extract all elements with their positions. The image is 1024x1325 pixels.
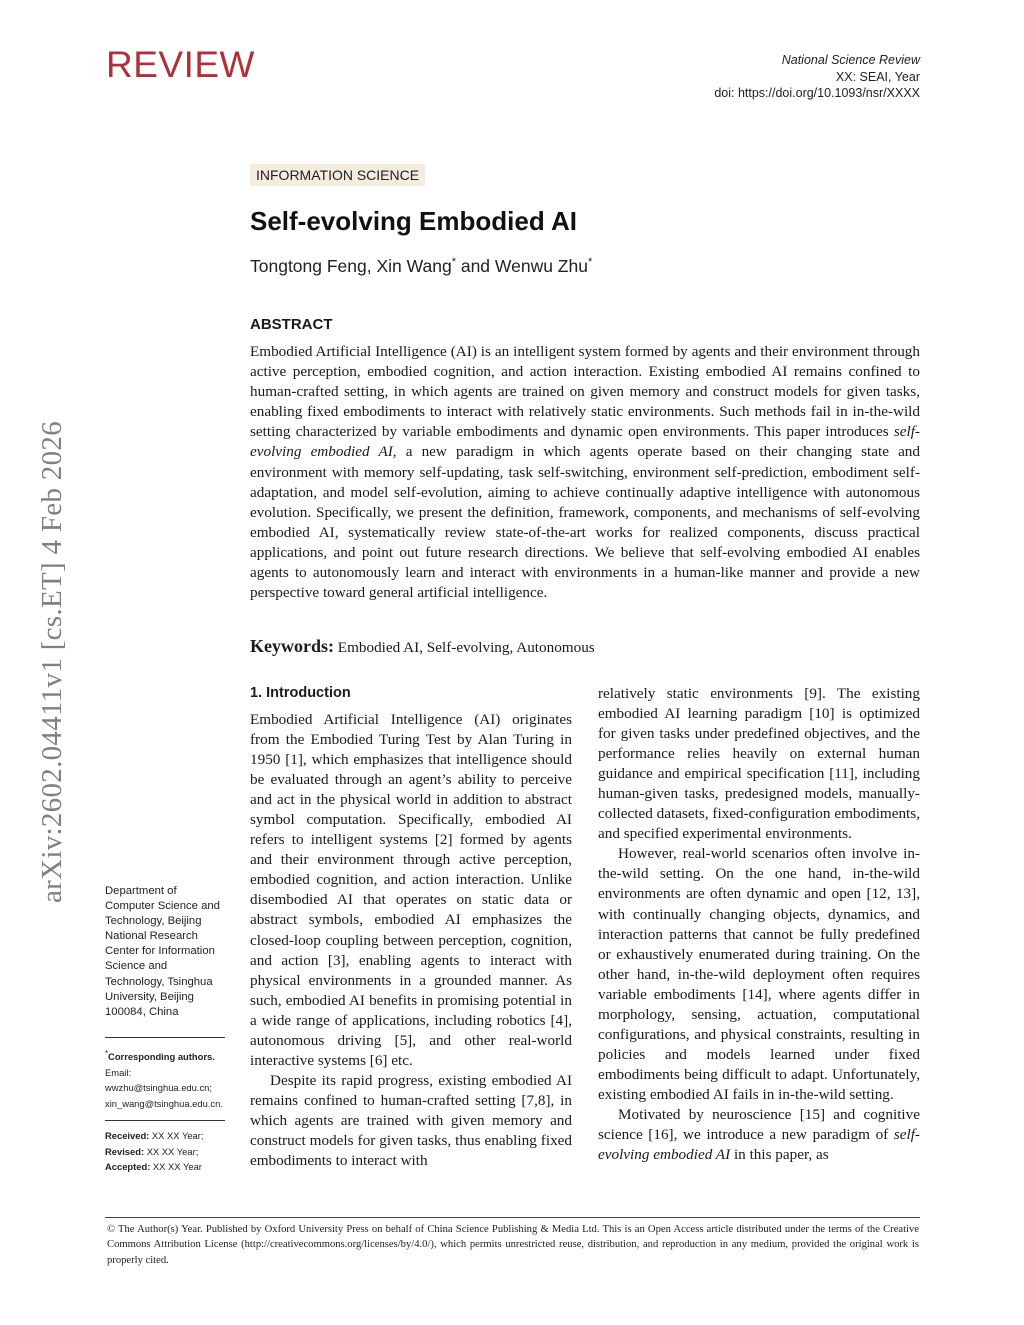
- email-1[interactable]: wwzhu@tsinghua.edu.cn;: [105, 1082, 212, 1094]
- keywords-values: Embodied AI, Self-evolving, Autonomous: [337, 639, 595, 656]
- margin-divider: [105, 1120, 225, 1121]
- footer-divider: [105, 1217, 920, 1218]
- abstract-emphasis: self-evolving embodied AI: [250, 423, 920, 461]
- intro-paragraph-4: [598, 1105, 920, 1165]
- section-tag: INFORMATION SCIENCE: [250, 164, 425, 186]
- introduction-heading: 1. Introduction: [250, 685, 351, 701]
- left-column: [250, 710, 572, 1171]
- authors-part1: Tongtong Feng, Xin Wang: [250, 256, 452, 276]
- intro-p4-part-2: in this paper, as: [730, 1146, 829, 1164]
- received-value: XX XX Year;: [149, 1130, 204, 1141]
- keywords-line: [250, 636, 595, 657]
- corresponding-mark-1: *: [451, 256, 456, 269]
- abstract-part-2: , a new paradigm in which agents operate based on their changing state and environment with memory self-updating, task self-switching, environment self-prediction, embodiment self-adaptation, and model self-evolution, aiming to achieve continually adaptive intelligence with autonomous evolution. Specifically, we present the definition, framework, components, and mechanisms of self-evolving embodied AI, systematically review state-of-the-art works for realized components, discuss practical applications, and point out future research directions. We believe that self-evolving embodied AI enables agents to autonomously learn and interact with environments in a human-like manner and provide a new perspective toward general artificial intelligence.: [250, 443, 920, 602]
- intro-paragraph-3: However, real-world scenarios often involve in-the-wild setting. On the one hand, in-the-wild environments are often dynamic and open [12, 13], with continually changing objects, dynamics, and interaction patterns that cannot be fully predefined or exhaustively enumerated during training. On the other hand, in-the-wild deployment often requires variable embodiments [14], where agents differ in morphology, sensing, actuation, computational configurations, and physical constraints, resulting in policies and models learned under fixed embodiments being difficult to adapt. Unfortunately, existing embodied AI fails in in-the-wild setting.: [598, 845, 920, 1103]
- revised-label: Revised:: [105, 1145, 145, 1157]
- accepted-value: XX XX Year: [150, 1161, 202, 1172]
- license-footer: © The Author(s) Year. Published by Oxford University Press on behalf of China Science Publishing & Media Ltd. This is an Open Access article distributed under the terms of the Creative Commons Attribution License (http://creativecommons.org/licenses/by/4.0/), which permits unrestricted reuse, distribution, and reproduction in any medium, provided the original work is properly cited.: [107, 1224, 919, 1266]
- journal-info: [714, 52, 920, 102]
- intro-paragraph-1: Embodied Artificial Intelligence (AI) originates from the Embodied Turing Test by Alan Turing in 1950 [1], which emphasizes that intelligence should be evaluated through an agent’s ability to perceive and act in the physical world in addition to abstract symbol computation. Specifically, embodied AI refers to intelligent systems [2] formed by agents and their environment through active perception, embodied cognition, and action interaction. Unlike disembodied AI that operates on static data or abstract symbols, embodied AI emphasizes the closed-loop coupling between perception, cognition, and action [3], enabling agents to interact with physical environments in a grounded manner. As such, embodied AI benefits in promising potential in a wide range of applications, including robotics [4], autonomous driving [5], and other real-world interactive systems [6] etc.: [250, 711, 572, 1069]
- intro-paragraph-2: Despite its rapid progress, existing embodied AI remains confined to human-crafted setting [7,8], in which agents are trained with given memory and construct models for given tasks, thus enabling fixed embodiments to interact with: [250, 1071, 572, 1170]
- abstract-part-1: Embodied Artificial Intelligence (AI) is an intelligent system formed by agents and their environment through active perception, embodied cognition, and action interaction. Existing embodied AI remains confined to human-crafted setting, in which agents are trained on given memory and construct models for given tasks, enabling fixed embodiments to interact with relatively static environments. Such methods fail in in-the-wild setting characterized by variable embodiments and dynamic open environments. This paper introduces: [250, 343, 920, 441]
- journal-issue: XX: SEAI, Year: [835, 69, 920, 84]
- corresponding-mark-2: *: [587, 256, 593, 269]
- received-label: Received:: [105, 1130, 150, 1141]
- journal-name: National Science Review: [781, 53, 920, 67]
- intro-p4-part-1: Motivated by neuroscience [15] and cognitive science [16], we introduce a new paradigm of: [598, 1105, 920, 1144]
- review-label: REVIEW: [106, 44, 255, 85]
- arxiv-identifier: arXiv:2602.04411v1 [cs.ET] 4 Feb 2026: [36, 421, 68, 904]
- margin-divider: [105, 1037, 225, 1038]
- dates-note: [105, 1128, 230, 1175]
- affiliation-note: Department of Computer Science and Technology, Beijing National Research Center for Information Science and Technology, Tsinghua University, Beijing 100084, China: [105, 885, 220, 1018]
- received-line: [105, 1128, 230, 1144]
- accepted-label: Accepted:: [105, 1161, 151, 1172]
- email-label: Email:: [105, 1066, 132, 1078]
- revised-line: [105, 1144, 230, 1160]
- authors-part2: and Wenwu Zhu: [455, 256, 588, 276]
- keywords-label: Keywords:: [250, 636, 334, 656]
- intro-paragraph-continued: relatively static environments [9]. The existing embodied AI learning paradigm [10] is optimized for given tasks under predefined objectives, and the performance relies heavily on external human guidance and empirical specification [11], including human-given tasks, predesigned models, manually-collected datasets, fixed-configuration embodiments, and specified experimental environments.: [598, 685, 920, 843]
- corresponding-note: [105, 1046, 230, 1111]
- article-title: Self-evolving Embodied AI: [250, 206, 577, 236]
- abstract-body: [250, 342, 920, 603]
- abstract-heading: ABSTRACT: [250, 316, 333, 333]
- corresponding-heading: [105, 1046, 230, 1065]
- intro-p4-emphasis: self-evolving embodied AI: [598, 1126, 920, 1164]
- right-column: [598, 684, 920, 1165]
- doi-link[interactable]: doi: https://doi.org/10.1093/nsr/XXXX: [714, 86, 920, 100]
- accepted-line: [105, 1159, 230, 1175]
- email-2[interactable]: xin_wang@tsinghua.edu.cn.: [105, 1097, 223, 1109]
- revised-value: XX XX Year;: [144, 1145, 199, 1157]
- corresponding-label: Corresponding authors.: [108, 1051, 215, 1063]
- corresponding-mark: *: [105, 1049, 109, 1058]
- author-list: [250, 256, 592, 277]
